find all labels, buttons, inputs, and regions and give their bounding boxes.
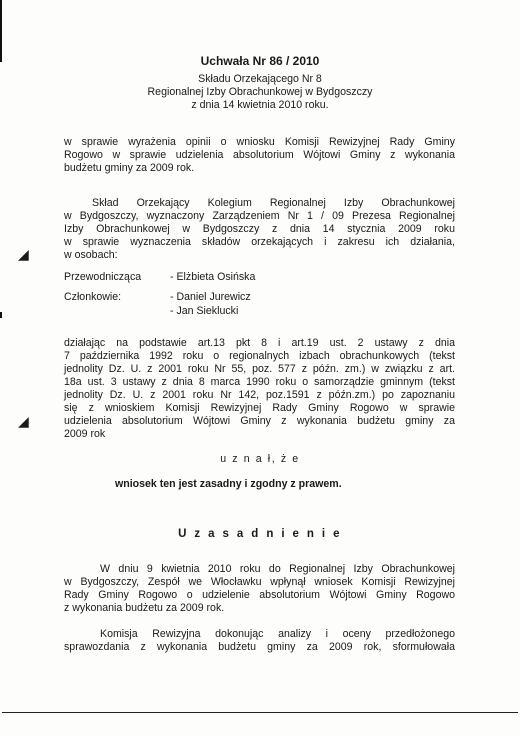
member-1-name: - Daniel Jurewicz [170, 291, 251, 303]
composition-line-2: w Bydgoszczy, wyznaczony Zarządzeniem Nr 1 / 09 Prezesa Regionalnej [64, 210, 455, 222]
header-line-1: Składu Orzekającego Nr 8 [198, 73, 322, 85]
member-2-name: - Jan Sieklucki [170, 305, 239, 317]
legal-basis-line-1: działając na podstawie art.13 pkt 8 i art.19 ust. 2 ustawy z dnia [64, 337, 455, 349]
legal-basis-line-5: jednolity Dz. U. z 2001 roku Nr 142, poz.1591 z późn.zm.) po zapoznaniu [64, 389, 455, 401]
justification-p2-line-2: sprawozdania z wykonania budżetu gminy za 2009 rok, sformułowała [64, 641, 455, 653]
chair-name: - Elżbieta Osińska [170, 271, 256, 283]
legal-basis-line-2: 7 października 1992 roku o regionalnych izbach obrachunkowych (tekst [64, 350, 455, 362]
composition-line-1: Skład Orzekający Kolegium Regionalnej Izby Obrachunkowej [92, 197, 455, 209]
justification-heading: U z a s a d n i e n i e [178, 528, 342, 540]
legal-basis-line-7: udzielenia absolutorium Wójtowi Gminy z wykonania budżetu gminy za [64, 415, 455, 427]
legal-basis-line-8: 2009 rok [64, 428, 106, 440]
decision-intro: u z n a ł, ż e [220, 453, 300, 465]
legal-basis-line-3: jednolity Dz. U. z 2001 roku Nr 55, poz. 577 z późn. zm.) w związku z art. [64, 363, 455, 375]
justification-p1-line-1: W dniu 9 kwietnia 2010 roku do Regionalnej Izby Obrachunkowej [100, 563, 455, 575]
header-line-2: Regionalnej Izby Obrachunkowej w Bydgoszczy [147, 86, 373, 98]
legal-basis-line-6: się z wnioskiem Komisji Rewizyjnej Rady Gminy Rogowo w sprawie [64, 402, 455, 414]
subject-line-3: budżetu gminy za 2009 rok. [64, 162, 195, 174]
justification-p1-line-3: Rady Gminy Rogowo o udzielenie absolutorium Wójtowi Gminy Rogowo [64, 589, 455, 601]
scan-mark-top-left [0, 0, 2, 62]
justification-p1-line-2: w Bydgoszczy, Zespół we Włocławku wpłynął wniosek Komisji Rewizyjnej [64, 576, 455, 588]
chair-label: Przewodnicząca [64, 271, 142, 283]
hole-punch-arrow-lower: ◢ [18, 413, 29, 429]
scan-bottom-line [2, 712, 518, 713]
resolution-title: Uchwała Nr 86 / 2010 [200, 54, 320, 68]
header-line-3: z dnia 14 kwietnia 2010 roku. [191, 99, 329, 111]
subject-line-2: Rogowo w sprawie udzielenia absolutorium Wójtowi Gminy z wykonania [64, 149, 455, 161]
justification-p2-line-1: Komisja Rewizyjna dokonując analizy i oceny przedłożonego [100, 628, 455, 640]
composition-line-5: w osobach: [64, 249, 118, 261]
composition-line-4: w sprawie wyznaczenia składów orzekających i zakresu ich działania, [64, 236, 455, 248]
members-label: Członkowie: [64, 291, 122, 303]
justification-p1-line-4: z wykonania budżetu za 2009 rok. [64, 602, 225, 614]
decision-statement: wniosek ten jest zasadny i zgodny z prawem. [115, 478, 342, 490]
legal-basis-line-4: 18a ust. 3 ustawy z dnia 8 marca 1990 roku o samorządzie gminnym (tekst [64, 376, 455, 388]
subject-line-1: w sprawie wyrażenia opinii o wniosku Komisji Rewizyjnej Rady Gminy [64, 136, 455, 148]
scan-mark-left [0, 312, 2, 318]
composition-line-3: Izby Obrachunkowej w Bydgoszczy z dnia 14 stycznia 2009 roku [64, 223, 455, 235]
hole-punch-arrow-upper: ◢ [18, 246, 29, 262]
